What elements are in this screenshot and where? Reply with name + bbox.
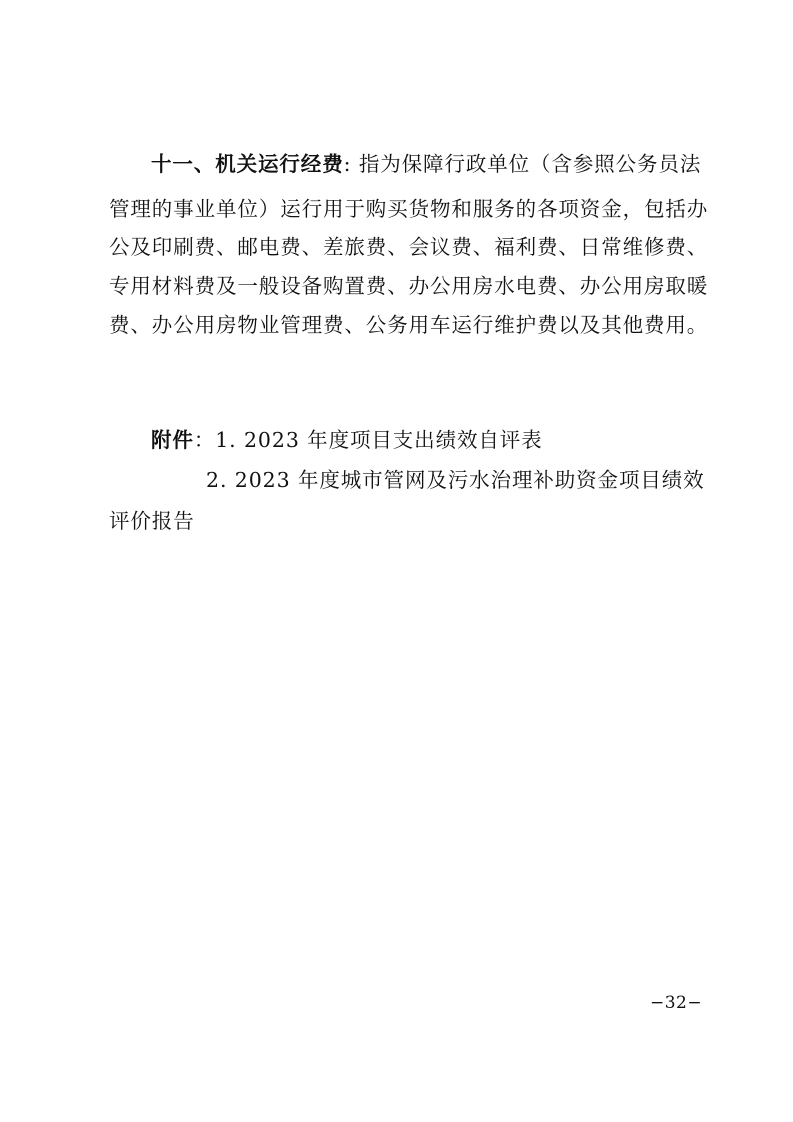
attachment-label: 附件	[151, 428, 194, 452]
attachment-item-1: 1. 2023 年度项目支出绩效自评表	[215, 428, 543, 452]
attachment-first-line	[151, 427, 543, 453]
page-number: −32−	[650, 993, 703, 1013]
section-heading: 十一、机关运行经费	[151, 152, 344, 176]
section-first-line	[151, 151, 701, 177]
attachment-item-2: 2. 2023 年度城市管网及污水治理补助资金项目绩效	[206, 468, 705, 492]
section-line-2: 管理的事业单位）运行用于购买货物和服务的各项资金，包括办	[109, 197, 709, 221]
section-heading-colon: :	[343, 152, 352, 176]
section-line-1: 指为保障行政单位（含参照公务员法	[358, 152, 702, 176]
section-line-3: 公及印刷费、邮电费、差旅费、会议费、福利费、日常维修费、	[109, 235, 709, 259]
section-line-4: 专用材料费及一般设备购置费、办公用房水电费、办公用房取暖	[109, 274, 709, 298]
attachment-item-2-continued: 评价报告	[109, 509, 195, 533]
attachment-label-colon: ：	[193, 428, 216, 452]
section-line-5: 费、办公用房物业管理费、公务用车运行维护费以及其他费用。	[109, 313, 709, 337]
